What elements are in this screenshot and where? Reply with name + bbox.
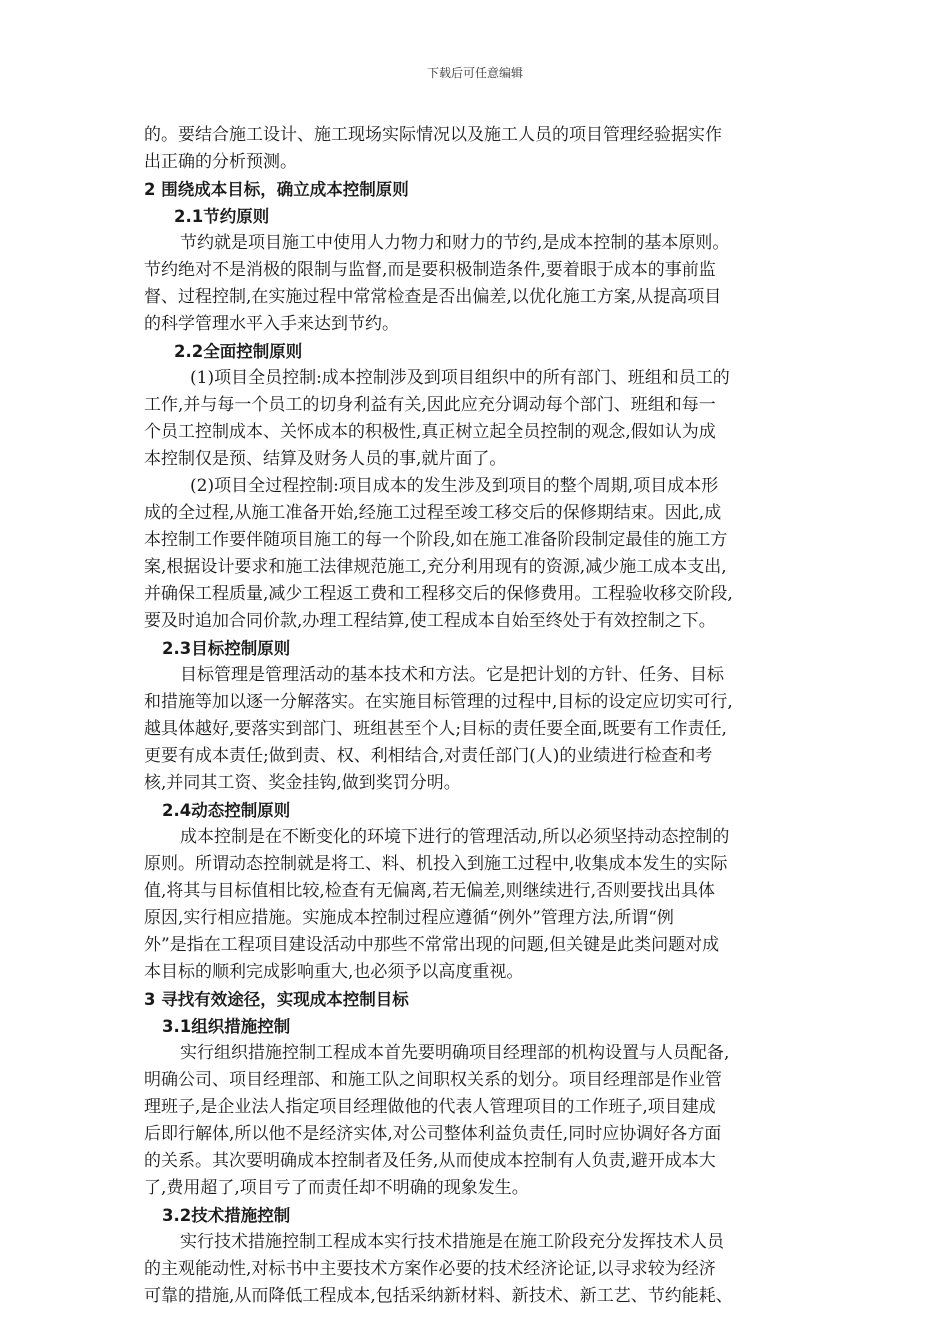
text-line: 明确公司、项目经理部、和施工队之间职权关系的划分。项目经理部是作业管 — [144, 1070, 722, 1090]
text-line: 工作,并与每一个员工的切身利益有关,因此应充分调动每个部门、班组和每一 — [144, 395, 716, 415]
text-line: 成本控制是在不断变化的环境下进行的管理活动,所以必须坚持动态控制的 — [180, 827, 730, 847]
subsection-heading: 2.1节约原则 — [174, 207, 270, 226]
text-line: 督、过程控制,在实施过程中常常检查是否出偏差,以优化施工方案,从提高项目 — [144, 287, 722, 307]
text-line: 原因,实行相应措施。实施成本控制过程应遵循“例外”管理方法,所谓“例 — [144, 908, 674, 928]
text-line: 本目标的顺利完成影响重大,也必须予以高度重视。 — [144, 962, 524, 982]
text-line: 节约绝对不是消极的限制与监督,而是要积极制造条件,要着眼于成本的事前监 — [144, 260, 716, 280]
subsection-heading: 3.2技术措施控制 — [162, 1206, 291, 1225]
text-line: 本控制工作要伴随项目施工的每一个阶段,如在施工准备阶段制定最佳的施工方 — [144, 530, 728, 550]
text-line: 目标管理是管理活动的基本技术和方法。它是把计划的方针、任务、目标 — [180, 665, 724, 685]
text-line: 核,并同其工资、奖金挂钩,做到奖罚分明。 — [144, 773, 461, 793]
text-line: 越具体越好,要落实到部门、班组甚至个人;目标的责任要全面,既要有工作责任, — [144, 719, 727, 739]
text-line: (2)项目全过程控制:项目成本的发生涉及到项目的整个周期,项目成本形 — [190, 476, 719, 496]
text-line: 外”是指在工程项目建设活动中那些不常常出现的问题,但关键是此类问题对成 — [144, 935, 720, 955]
text-line: 原则。所谓动态控制就是将工、料、机投入到施工过程中,收集成本发生的实际 — [144, 854, 728, 874]
text-line: 理班子,是企业法人指定项目经理做他的代表人管理项目的工作班子,项目建成 — [144, 1097, 716, 1117]
subsection-heading: 2.4动态控制原则 — [162, 801, 291, 820]
text-line: 节约就是项目施工中使用人力物力和财力的节约,是成本控制的基本原则。 — [180, 233, 730, 253]
text-line: 个员工控制成本、关怀成本的积极性,真正树立起全员控制的观念,假如认为成 — [144, 422, 716, 442]
page-header: 下载后可任意编辑 — [426, 66, 523, 80]
text-line: 本控制仅是预、结算及财务人员的事,就片面了。 — [144, 449, 507, 469]
text-line: 并确保工程质量,减少工程返工费和工程移交后的保修费用。工程验收移交阶段, — [144, 584, 733, 604]
section-heading: 3 寻找有效途径，实现成本控制目标 — [144, 990, 409, 1009]
text-line: 实行技术措施控制工程成本实行技术措施是在施工阶段充分发挥技术人员 — [180, 1232, 724, 1252]
text-line: 和措施等加以逐一分解落实。在实施目标管理的过程中,目标的设定应切实可行, — [144, 692, 733, 712]
text-line: 后即行解体,所以他不是经济实体,对公司整体利益负责任,同时应协调好各方面 — [144, 1124, 722, 1144]
section-heading: 2 围绕成本目标，确立成本控制原则 — [144, 180, 409, 199]
text-line: 更要有成本责任;做到责、权、利相结合,对责任部门(人)的业绩进行检查和考 — [144, 746, 713, 766]
text-line: 值,将其与目标值相比较,检查有无偏离,若无偏差,则继续进行,否则要找出具体 — [144, 881, 716, 901]
text-line: 案,根据设计要求和施工法律规范施工,充分利用现有的资源,减少施工成本支出, — [144, 557, 727, 577]
text-line: 要及时追加合同价款,办理工程结算,使工程成本自始至终处于有效控制之下。 — [144, 611, 716, 631]
text-line: (1)项目全员控制:成本控制涉及到项目组织中的所有部门、班组和员工的 — [190, 368, 730, 388]
text-line: 出正确的分析预测。 — [144, 152, 297, 172]
text-line: 的。要结合施工设计、施工现场实际情况以及施工人员的项目管理经验据实作 — [144, 125, 722, 145]
text-line: 可靠的措施,从而降低工程成本,包括采纳新材料、新技术、新工艺、节约能耗、 — [144, 1286, 733, 1306]
subsection-heading: 2.3目标控制原则 — [162, 639, 291, 658]
subsection-heading: 3.1组织措施控制 — [162, 1017, 291, 1036]
text-line: 的主观能动性,对标书中主要技术方案作必要的技术经济论证,以寻求较为经济 — [144, 1259, 716, 1279]
document-body — [144, 122, 812, 1310]
text-line: 的科学管理水平入手来达到节约。 — [144, 314, 399, 334]
subsection-heading: 2.2全面控制原则 — [174, 342, 303, 361]
text-line: 的关系。其次要明确成本控制者及任务,从而使成本控制有人负责,避开成本大 — [144, 1151, 716, 1171]
text-line: 了,费用超了,项目亏了而责任却不明确的现象发生。 — [144, 1178, 529, 1198]
text-line: 成的全过程,从施工准备开始,经施工过程至竣工移交后的保修期结束。因此,成 — [144, 503, 722, 523]
text-line: 实行组织措施控制工程成本首先要明确项目经理部的机构设置与人员配备, — [180, 1043, 730, 1063]
